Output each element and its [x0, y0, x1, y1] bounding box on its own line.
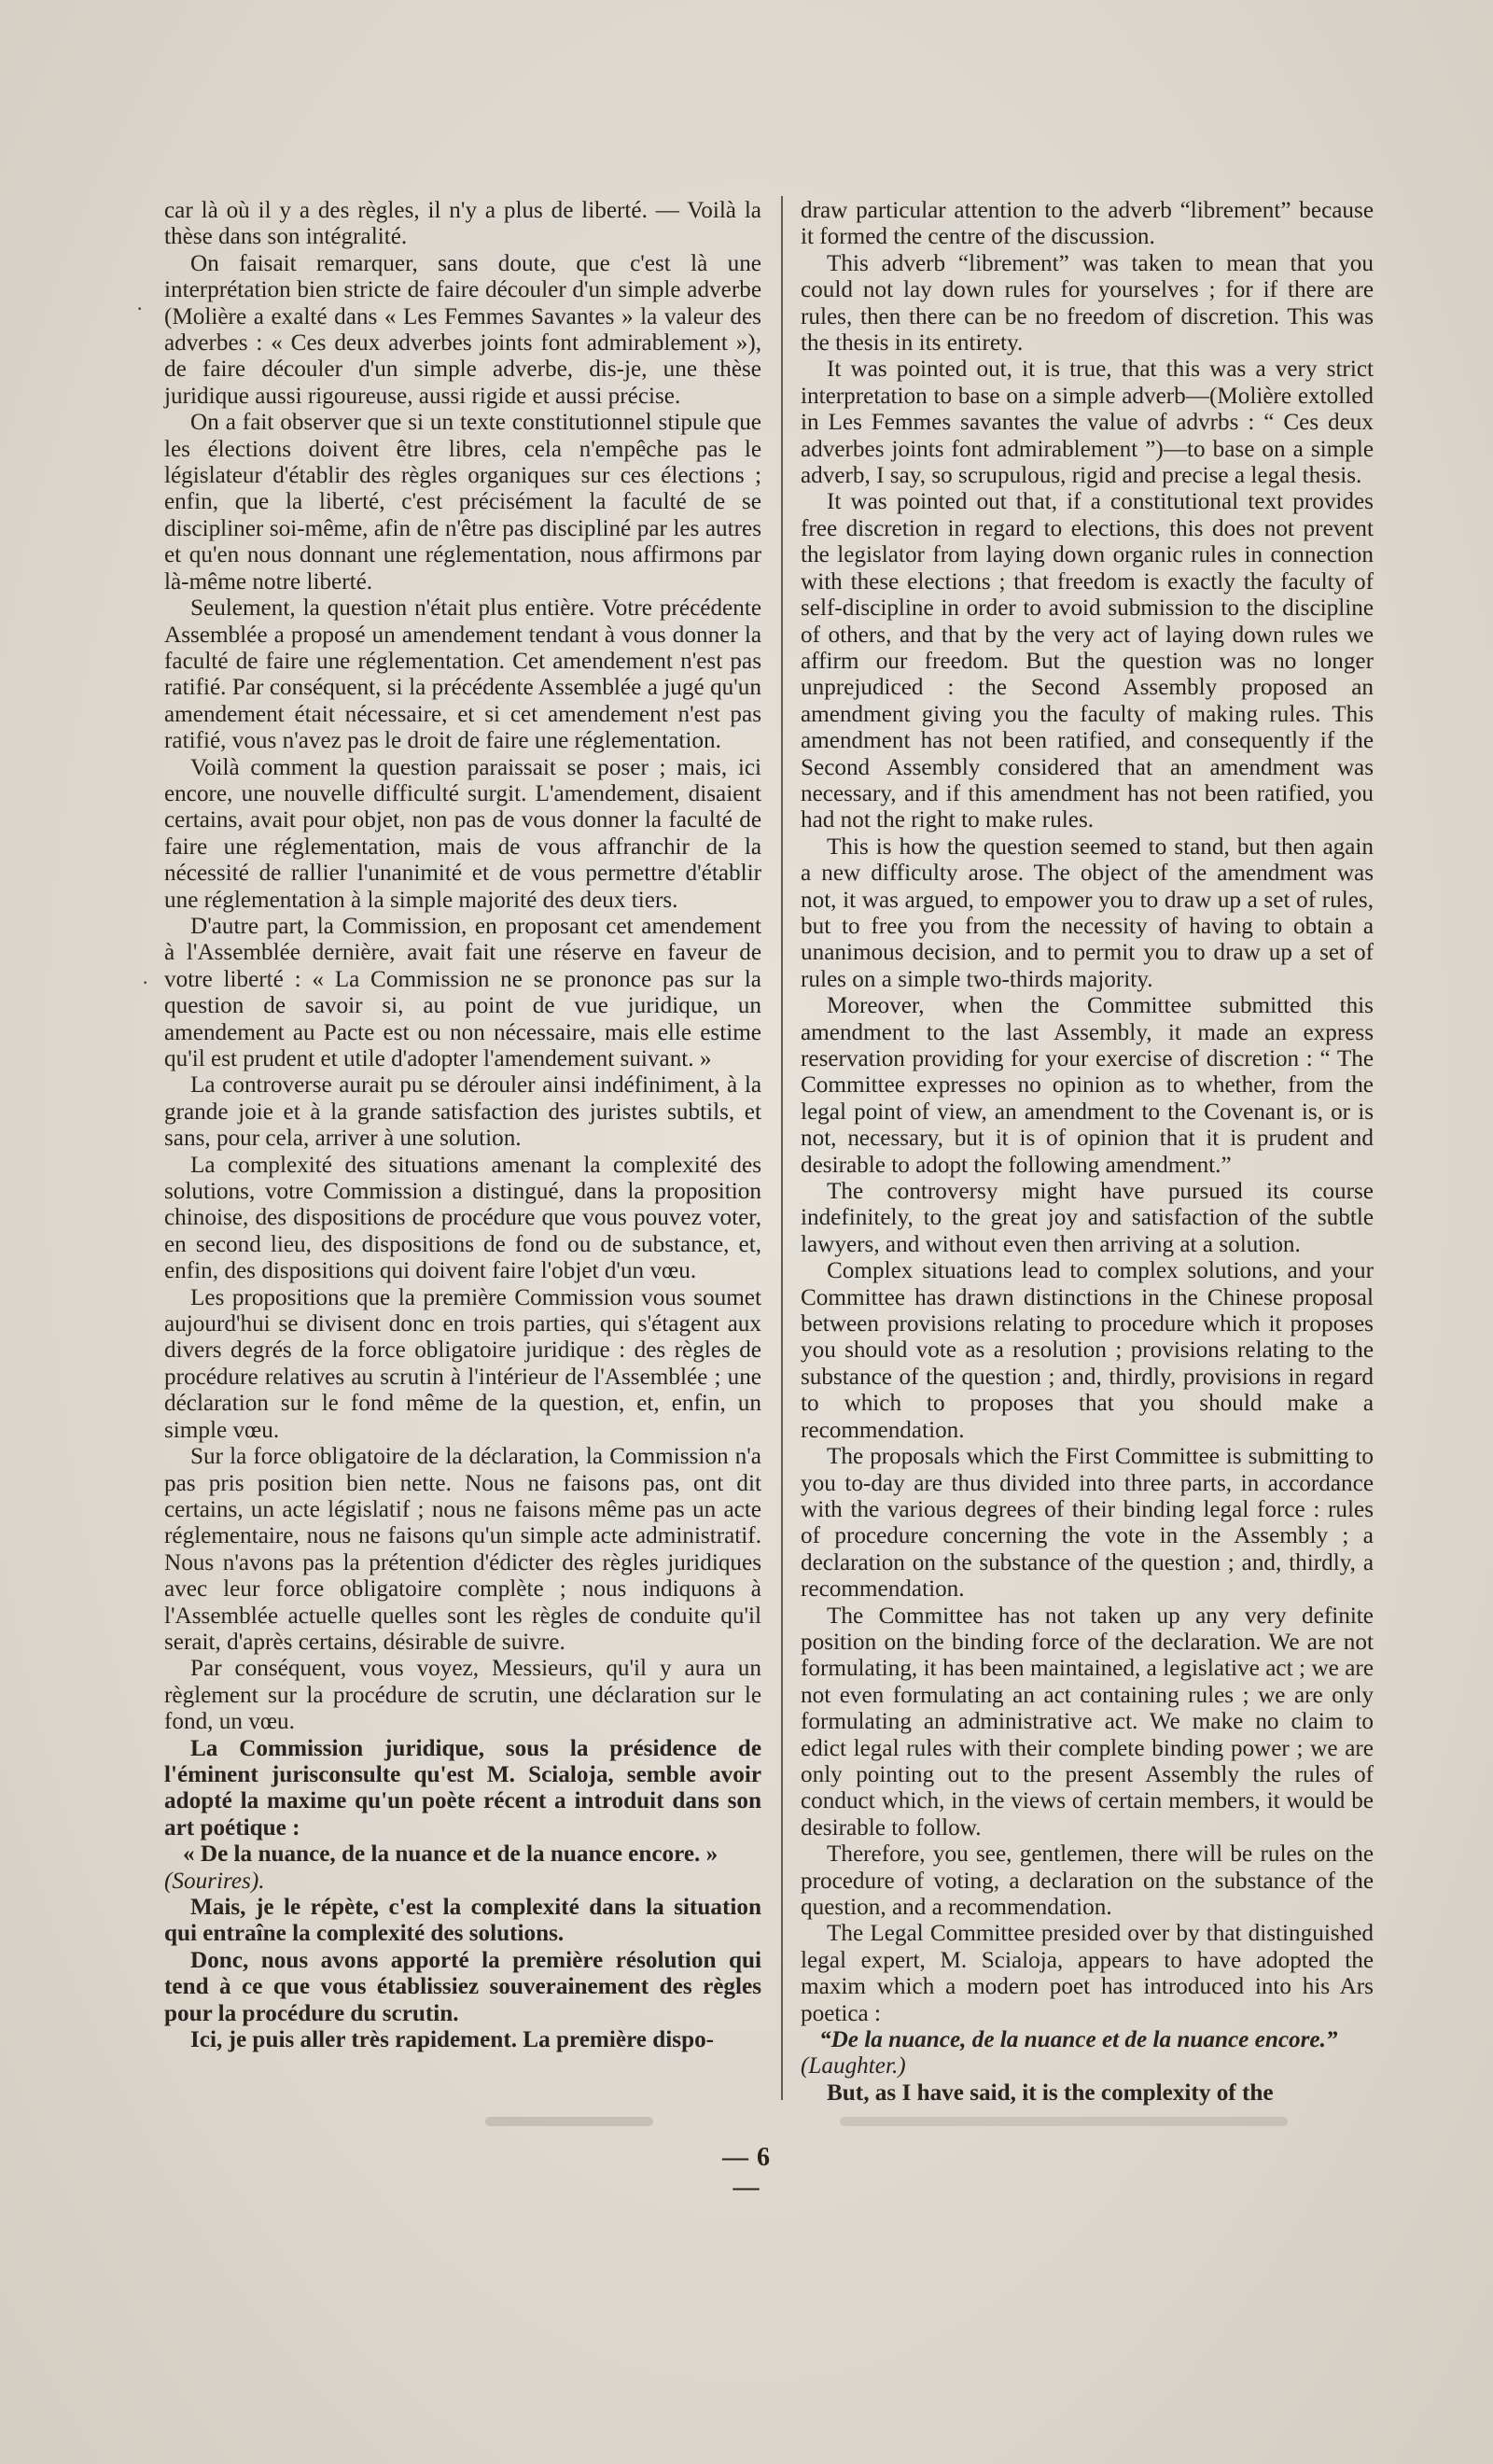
paragraph: It was pointed out, it is true, that this was a very strict interpretation to base on a simple adverb—(Molière extolled in Les Femmes savantes the value of advrbs : “ Ces deux adverbes joints font admirablement ”)—to base on a simple adverb, I say, so scrupulous, rigid and precise a legal thesis.	[801, 357, 1374, 489]
ink-smudge	[485, 2117, 653, 2126]
paragraph: The proposals which the First Committee is submitting to you to-day are thus divided into three parts, in accordance with the various degrees of their binding legal force : rules of procedure concerning the vote in the Assembly ; a declaration on the substance of the question ; and, thirdly, a recommendation.	[801, 1444, 1374, 1603]
paragraph: Les propositions que la première Commission vous soumet aujourd'hui se divisent donc en trois parties, qui s'étagent aux divers degrés de la force obligatoire juridique : des règles de procédure relatives au scrutin à l'intérieur de l'Assemblée ; une déclaration sur le fond même de la question, et, enfin, un simple vœu.	[164, 1284, 761, 1443]
french-column	[164, 198, 761, 2053]
ink-smudge	[840, 2117, 1288, 2126]
paragraph: On faisait remarquer, sans doute, que c'est là une interprétation bien stricte de faire découler d'un simple adverbe (Molière a exalté dans « Les Femmes Savantes » la valeur des adverbes : « Ces deux adverbes joints font admirablement »), de faire découler d'un simple adverbe, dis-je, une thèse juridique aussi rigoureuse, aussi rigide et aussi précise.	[164, 250, 761, 409]
quotation: “De la nuance, de la nuance et de la nuance encore.”	[819, 2027, 1338, 2053]
paragraph: The Legal Committee presided over by that distinguished legal expert, M. Scialoja, appears to have adopted the maxim which a modern poet has introduced into his Ars poetica :	[801, 1921, 1374, 2026]
paragraph: draw particular attention to the adverb “librement” because it formed the centre of the discussion.	[801, 198, 1374, 250]
paragraph: But, as I have said, it is the complexity of the	[827, 2079, 1274, 2106]
paragraph: Therefore, you see, gentlemen, there will be rules on the procedure of voting, a declaration on the substance of the question, and a recommendation.	[801, 1841, 1374, 1920]
paragraph: On a fait observer que si un texte constitutionnel stipule que les élections doivent être libres, cela n'empêche pas le législateur d'établir des règles organiques sur ces élections ; enfin, que la liberté, c'est précisément la faculté de se discipliner soi-même, afin de n'être pas discipliné par les autres et qu'en nous donnant une réglementation, nous affirmons par là-même notre liberté.	[164, 410, 761, 595]
paragraph: Donc, nous avons apporté la première résolution qui tend à ce que vous établissiez souverainement des règles pour la procédure du scrutin.	[164, 1947, 761, 2026]
paragraph: Sur la force obligatoire de la déclaration, la Commission n'a pas pris position bien nette. Nous ne faisons pas, ont dit certains, un acte législatif ; nous ne faisons même pas un acte réglementaire, nous ne faisons qu'un simple acte administratif. Nous n'avons pas la prétention d'édicter des règles juridiques avec leur force obligatoire complète ; nous indiquons à l'Assemblée actuelle quelles sont les règles de conduite qu'il serait, d'après certains, désirable de suivre.	[164, 1444, 761, 1655]
quotation: « De la nuance, de la nuance et de la nuance encore. »	[183, 1841, 719, 1868]
page-number: — 6 —	[722, 2143, 771, 2202]
paragraph: La Commission juridique, sous la présidence de l'éminent jurisconsulte qu'est M. Scialoja, semble avoir adopté la maxime qu'un poète récent a introduit dans son art poétique :	[164, 1735, 761, 1841]
english-column	[801, 198, 1374, 2107]
paragraph: Seulement, la question n'était plus entière. Votre précédente Assemblée a proposé un amendement tendant à vous donner la faculté de faire une réglementation. Cet amendement n'est pas ratifié. Par conséquent, si la précédente Assemblée a jugé qu'un amendement était nécessaire, et si cet amendement n'est pas ratifié, vous n'avez pas le droit de faire une réglementation.	[164, 595, 761, 754]
margin-mark: ·	[142, 971, 149, 994]
paragraph: The Committee has not taken up any very definite position on the binding force of the declaration. We are not formulating, it has been maintained, a legislative act ; we are not even formulating an act containing rules ; we are only formulating an administrative act. We make no claim to edict legal rules with their complete binding power ; we are only pointing out to the present Assembly the rules of conduct which, in the views of certain members, it would be desirable to follow.	[801, 1603, 1374, 1841]
column-divider	[781, 196, 783, 2100]
paragraph: The controversy might have pursued its course indefinitely, to the great joy and satisfaction of the subtle lawyers, and without even then arriving at a solution.	[801, 1179, 1374, 1257]
paragraph: Voilà comment la question paraissait se poser ; mais, ici encore, une nouvelle difficulté surgit. L'amendement, disaient certains, avait pour objet, non pas de vous donner la faculté de faire une réglementation, mais de vous affranchir de la nécessité de rallier l'unanimité et de vous permettre d'établir une réglementation à la simple majorité des deux tiers.	[164, 754, 761, 913]
paragraph: Par conséquent, vous voyez, Messieurs, qu'il y aura un règlement sur la procédure de scrutin, une déclaration sur le fond, un vœu.	[164, 1656, 761, 1735]
stage-direction: (Sourires).	[164, 1868, 265, 1894]
paragraph: It was pointed out that, if a constitutional text provides free discretion in regard to elections, this does not prevent the legislator from laying down organic rules in connection with these elections ; that freedom is exactly the faculty of self-discipline in order to avoid submission to the discipline of others, and that by the very act of laying down rules we affirm our freedom. But the question was no longer unprejudiced : the Second Assembly proposed an amendment giving you the faculty of making rules. This amendment has not been ratified, and consequently if the Second Assembly considered that an amendment was necessary, and if this amendment has not been ratified, you had not the right to make rules.	[801, 489, 1374, 833]
paragraph: Mais, je le répète, c'est la complexité dans la situation qui entraîne la complexité des solutions.	[164, 1895, 761, 1947]
paragraph: La complexité des situations amenant la complexité des solutions, votre Commission a distingué, dans la proposition chinoise, des dispositions de procédure que vous pouvez voter, en second lieu, des dispositions de fond ou de substance, et, enfin, des dispositions qui doivent faire l'objet d'un vœu.	[164, 1152, 761, 1284]
paragraph: This is how the question seemed to stand, but then again a new difficulty arose. The object of the amendment was not, it was argued, to empower you to draw up a set of rules, but to free you from the necessity of having to obtain a unanimous decision, and to permit you to draw up a set of rules on a simple two-thirds majority.	[801, 833, 1374, 992]
paragraph: Complex situations lead to complex solutions, and your Committee has drawn distinctions in the Chinese proposal between provisions relating to procedure which it proposes you should vote as a resolution ; provisions relating to the substance of the question ; and, thirdly, provisions in regard to which to proposes that you should make a recommendation.	[801, 1258, 1374, 1443]
paragraph: D'autre part, la Commission, en proposant cet amendement à l'Assemblée dernière, avait fait une réserve en faveur de votre liberté : « La Commission ne se prononce pas sur la question de savoir si, au point de vue juridique, un amendement au Pacte est ou non nécessaire, mais elle estime qu'il est prudent et utile d'adopter l'amendement suivant. »	[164, 913, 761, 1071]
paragraph: Moreover, when the Committee submitted this amendment to the last Assembly, it made an express reservation providing for your exercise of discretion : “ The Committee expresses no opinion as to whether, from the legal point of view, an amendment to the Covenant is, or is not, necessary, but it is of opinion that it is prudent and desirable to adopt the following amendment.”	[801, 993, 1374, 1178]
paragraph: car là où il y a des règles, il n'y a plus de liberté. — Voilà la thèse dans son intégralité.	[164, 198, 761, 250]
paragraph: This adverb “librement” was taken to mean that you could not lay down rules for yourselves ; for if there are rules, then there can be no freedom of discretion. This was the thesis in its entirety.	[801, 250, 1374, 357]
paragraph: La controverse aurait pu se dérouler ainsi indéfiniment, à la grande joie et à la grande satisfaction des juristes subtils, et sans, pour cela, arriver à une solution.	[164, 1072, 761, 1152]
margin-mark: ·	[136, 297, 144, 320]
stage-direction: (Laughter.)	[801, 2053, 906, 2079]
paragraph: Ici, je puis aller très rapidement. La première dispo-	[190, 2027, 715, 2053]
